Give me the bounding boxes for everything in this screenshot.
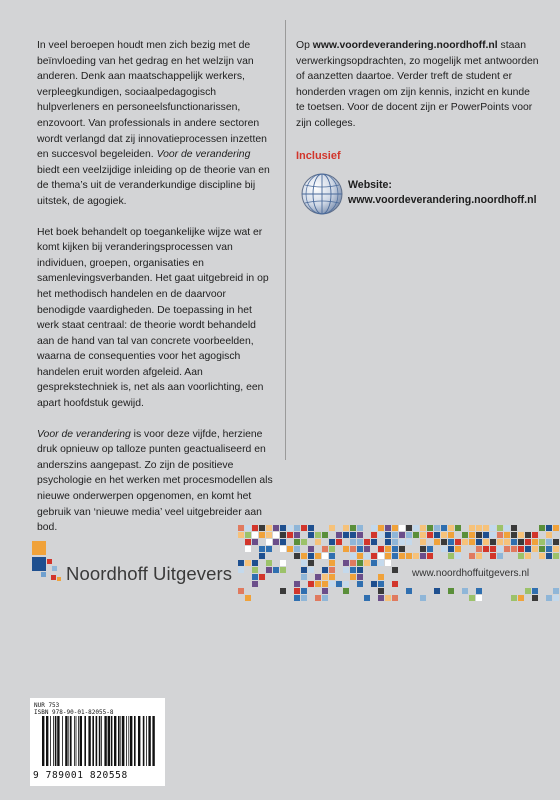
blurb-text: biedt een veelzijdige inleiding op de theorie van en de thema’s uit de veranderkundige discipline bij uitstek, de agogiek.: [37, 164, 270, 207]
blurb-text: is voor deze vijfde, herziene druk opnieuw op talloze punten geactualiseerd en anderszins aangepast. Zo zijn de positieve psychologie en het werken met procesmodellen als nieuwe onderwerpen opgenomen, en komt het gebruik van ‘nieuwe media’ veel uitgebreider aan bod.: [37, 428, 273, 534]
blurb-column-left: [37, 38, 273, 551]
website-text: [348, 178, 537, 208]
blurb-text: In veel beroepen houdt men zich bezig met de beïnvloeding van het gedrag en het welzijn van anderen. Denk aan maatschappelijk werkers, verpleegkundigen, sociaalpedagogisch hulpverleners en personeelsfunctionarissen, enzovoort. Van professionals in andere sectoren wordt verlangd dat zij innovatieprocessen inzetten en succesvol begeleiden.: [37, 40, 267, 161]
barcode-digits: 9 789001 820558: [33, 770, 128, 781]
barcode-icon: [34, 716, 160, 768]
noordhoff-logo-icon: [28, 536, 62, 586]
website-paragraph: [296, 38, 541, 132]
book-title-italic: Voor de verandering: [156, 149, 251, 161]
website-label: Website:: [348, 179, 392, 191]
column-divider: [285, 20, 286, 460]
blurb-column-right: [296, 38, 541, 132]
isbn-barcode-block: [30, 698, 165, 786]
nur-code: NUR 753: [34, 702, 60, 709]
website-url-inline: www.voordeverandering.noordhoff.nl: [312, 40, 498, 51]
website-feature: [300, 172, 550, 222]
globe-icon: [300, 172, 344, 216]
blurb-paragraph-2: Het boek behandelt op toegankelijke wijze wat er komt kijken bij veranderingsprocessen van individuen, groepen, organisaties en samenlevingsverbanden. Het gaat uitgebreid in op het methodisch handelen en de daarvoor benodigde vaardigheden. De toepassing in het werk staat centraal: de theorie wordt behandeld aan de hand van tal van concrete voorbeelden, waarna de consequenties voor het agogisch handelen eruit worden afgeleid. Aan gesprekstechniek is, net als aan voorlichting, een apart hoofdstuk gewijd.: [37, 226, 269, 410]
publisher-url: www.noordhoffuitgevers.nl: [412, 568, 530, 579]
color-mosaic: [238, 525, 560, 603]
blurb-text: Op: [296, 40, 313, 51]
website-url: www.voordeverandering.noordhoff.nl: [348, 194, 537, 206]
publisher-name: Noordhoff Uitgevers: [66, 563, 233, 584]
isbn-number: ISBN 978-90-01-82055-8: [34, 709, 114, 716]
book-title-italic: Voor de verandering: [37, 428, 131, 440]
blurb-paragraph-3: [37, 427, 273, 536]
inclusief-heading: Inclusief: [296, 150, 341, 162]
blurb-text: staan verwerkingsopdrachten, zo mogelijk met antwoorden of aanzetten daartoe. Verder treft de student er honderden vragen om zijn kennis, inzicht en kunde te toetsen. Voor de docent zijn er PowerPoints voor zijn colleges.: [296, 40, 539, 129]
blurb-paragraph-1: [37, 38, 273, 210]
